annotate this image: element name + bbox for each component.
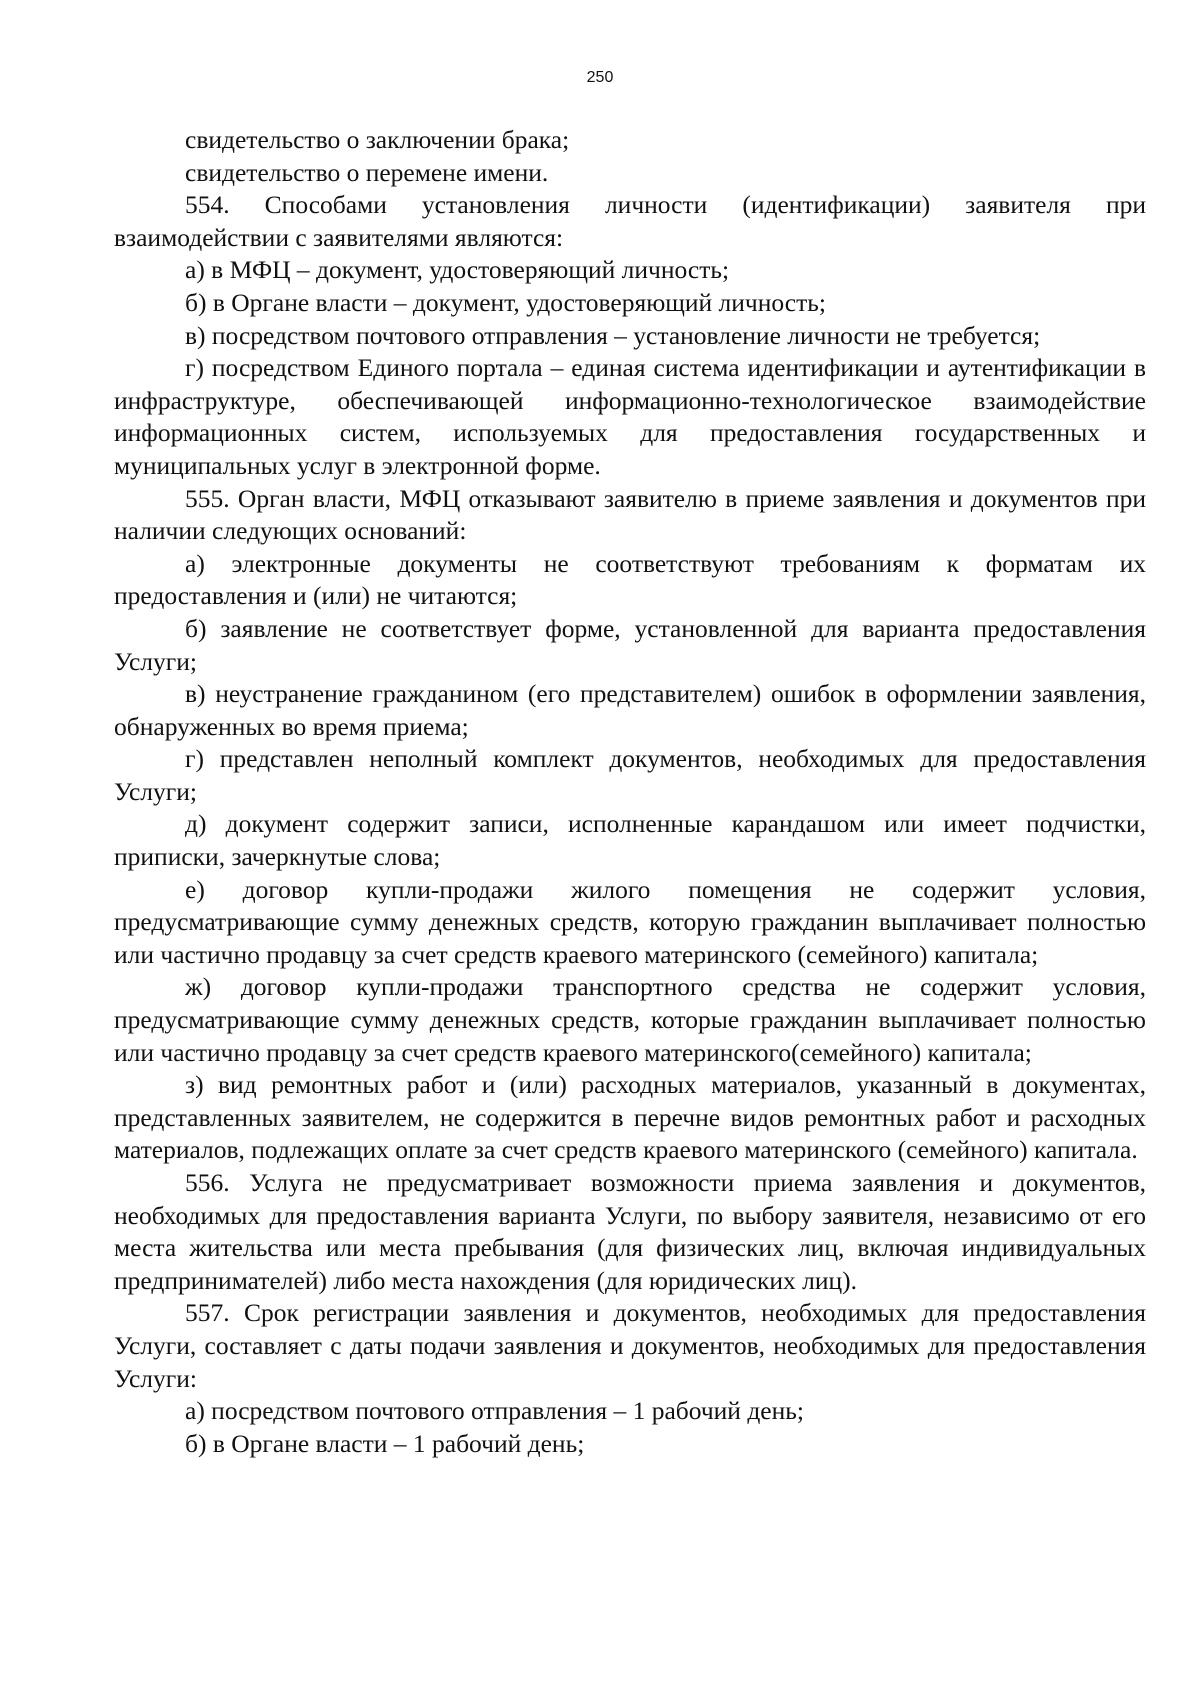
list-item: а) в МФЦ – документ, удостоверяющий личность; bbox=[185, 255, 730, 285]
list-item: е) договор купли-продажи жилого помещения не содержит условия, предусматривающие сумму денежных средств, которую гражданин выплачивает полностью или частично продавцу за счет средств краевого материнского (семейного) капитала; bbox=[114, 874, 1146, 969]
list-item: в) посредством почтового отправления – установление личности не требуется; bbox=[185, 320, 1041, 350]
paragraph-556: 556. Услуга не предусматривает возможности приема заявления и документов, необходимых для предоставления варианта Услуги, по выбору заявителя, независимо от его места жительства или места пребывания (для физических лиц, включая индивидуальных предпринимателей) либо места нахождения (для юридических лиц). bbox=[114, 1168, 1146, 1295]
list-item: б) в Органе власти – 1 рабочий день; bbox=[185, 1428, 585, 1458]
list-item: а) электронные документы не соответствуют требованиям к форматам их предоставления и (или) не читаются; bbox=[114, 548, 1146, 611]
list-item: д) документ содержит записи, исполненные карандашом или имеет подчистки, приписки, зачеркнутые слова; bbox=[114, 809, 1146, 872]
paragraph-555: 555. Орган власти, МФЦ отказывают заявителю в приеме заявления и документов при наличии следующих оснований: bbox=[114, 483, 1146, 546]
list-item: г) представлен неполный комплект документов, необходимых для предоставления Услуги; bbox=[114, 744, 1146, 806]
paragraph: свидетельство о заключении брака; bbox=[185, 125, 570, 154]
list-item: б) заявление не соответствует форме, установленной для варианта предоставления Услуги; bbox=[114, 613, 1146, 676]
list-item: в) неустранение гражданином (его представителем) ошибок в оформлении заявления, обнаруженных во время приема; bbox=[114, 679, 1146, 741]
page-number: 250 bbox=[586, 69, 614, 86]
list-item: з) вид ремонтных работ и (или) расходных материалов, указанный в документах, представленных заявителем, не содержится в перечне видов ремонтных работ и расходных материалов, подлежащих оплате за счет средств краевого материнского (семейного) капитала. bbox=[114, 1070, 1146, 1165]
list-item: б) в Органе власти – документ, удостоверяющий личность; bbox=[185, 287, 826, 317]
list-item: ж) договор купли-продажи транспортного средства не содержит условия, предусматривающие сумму денежных средств, которые гражданин выплачивает полностью или частично продавцу за счет средств краевого материнского(семейного) капитала; bbox=[114, 972, 1146, 1067]
paragraph: свидетельство о перемене имени. bbox=[185, 157, 549, 187]
paragraph-554: 554. Способами установления личности (идентификации) заявителя при взаимодействии с заявителями являются: bbox=[114, 190, 1146, 252]
list-item: а) посредством почтового отправления – 1 рабочий день; bbox=[185, 1396, 804, 1426]
list-item: г) посредством Единого портала – единая система идентификации и аутентификации в инфраструктуре, обеспечивающей информационно-технологическое взаимодействие информационных систем, используемых для предоставления государственных и муниципальных услуг в электронной форме. bbox=[114, 353, 1146, 480]
paragraph-557: 557. Срок регистрации заявления и документов, необходимых для предоставления Услуги, составляет с даты подачи заявления и документов, необходимых для предоставления Услуги: bbox=[114, 1298, 1146, 1393]
document-body bbox=[114, 124, 1146, 1460]
